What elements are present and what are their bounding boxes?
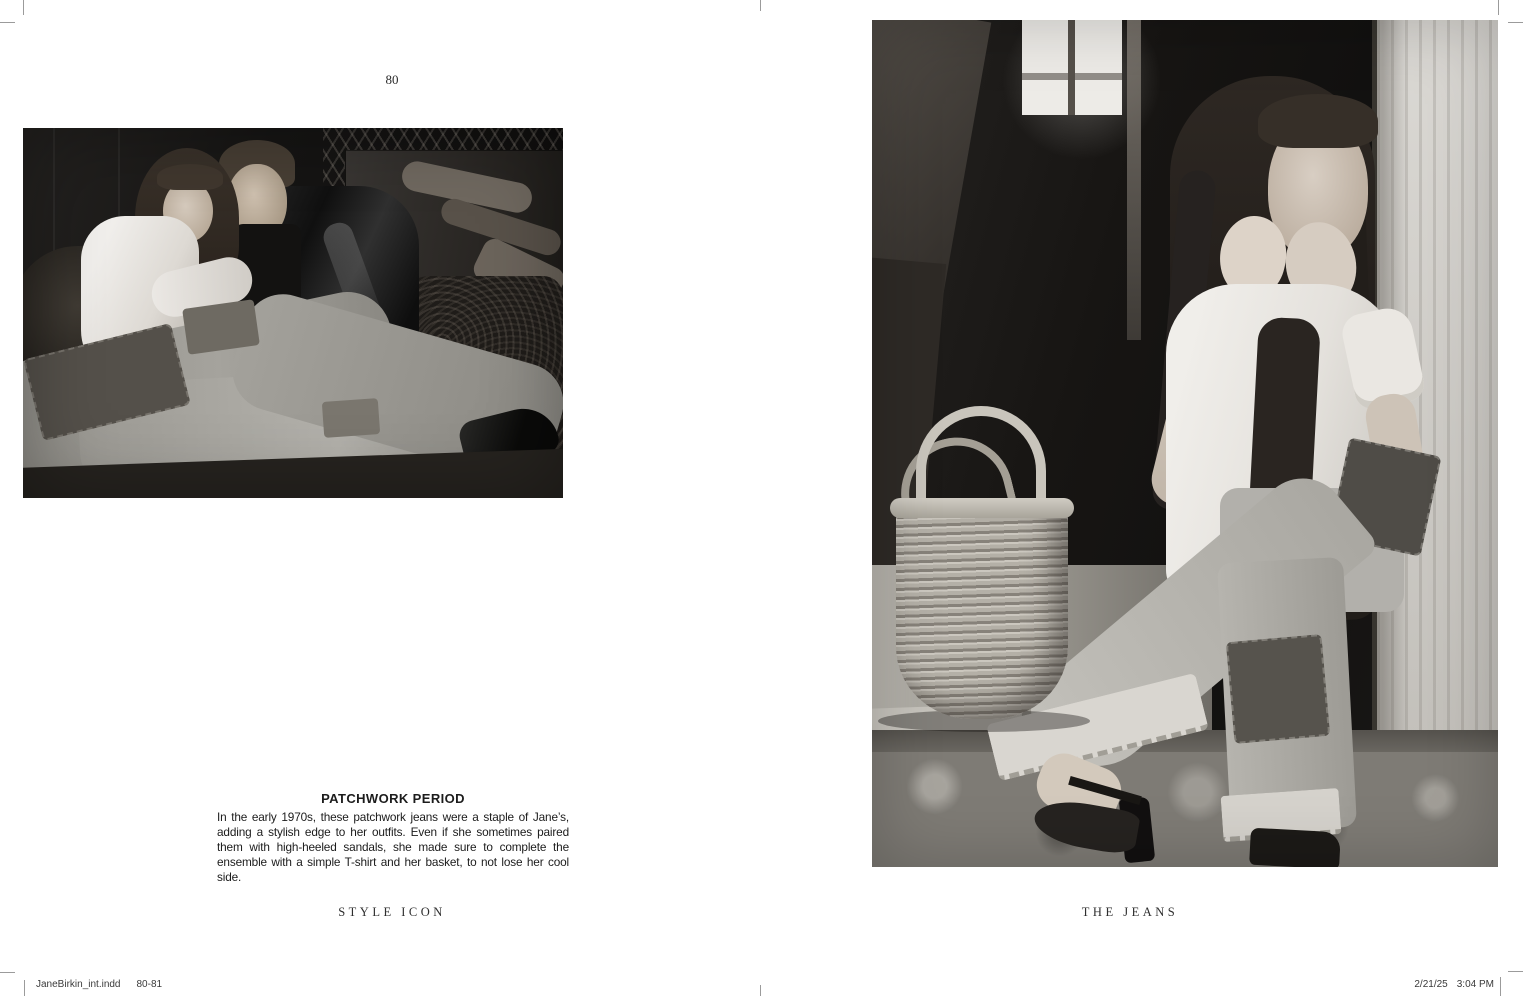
crop-mark-top-left-vertical	[23, 0, 24, 15]
jane-shoe	[1249, 828, 1341, 867]
crop-mark-bottom-left-horizontal	[0, 972, 15, 973]
jeans-dark-patch-calf	[1226, 634, 1331, 744]
page-number: 80	[385, 72, 399, 87]
running-footer-left: STYLE ICON	[338, 905, 446, 919]
photo-jane-serge-bed	[23, 128, 563, 498]
caption-body: In the early 1970s, these patchwork jeans were a staple of Jane’s, adding a stylish edge to her outfits. Even if she sometimes paired them with high-heeled sandals, she made sure to complete the ensemble with a simple T-shirt and her basket, to not lose her cool side.	[217, 810, 569, 884]
slug-page-range: 80-81	[136, 979, 163, 990]
door-frame-strip	[1127, 20, 1141, 340]
caption-title: PATCHWORK PERIOD	[321, 791, 465, 806]
bright-window	[1022, 20, 1122, 115]
pavement	[872, 752, 1498, 867]
fold-mark-top-center	[760, 0, 761, 11]
caption-block	[217, 791, 569, 885]
running-footer-right: THE JEANS	[1081, 905, 1179, 919]
slug-filename: JaneBirkin_int.indd	[36, 979, 121, 990]
wicker-basket-body	[896, 507, 1068, 719]
basket-rim	[890, 498, 1074, 518]
slug-date: 2/21/25	[1414, 979, 1448, 990]
fold-mark-bottom-center	[760, 985, 761, 996]
denim-patch	[322, 398, 380, 438]
crop-mark-bottom-left-vertical	[24, 980, 25, 996]
photo-jane-steps	[872, 20, 1498, 867]
slug-time: 3:04 PM	[1456, 979, 1494, 990]
crop-mark-top-left-horizontal	[0, 22, 15, 23]
slug-file-info	[36, 979, 162, 990]
jane-bangs	[1258, 94, 1378, 148]
crop-mark-top-right-horizontal	[1508, 22, 1523, 23]
jane-bangs	[157, 164, 223, 190]
crop-mark-top-right-vertical	[1498, 0, 1499, 15]
slug-datetime	[1414, 979, 1494, 990]
crop-mark-bottom-right-vertical	[1500, 977, 1501, 996]
crop-mark-bottom-right-horizontal	[1508, 971, 1523, 972]
